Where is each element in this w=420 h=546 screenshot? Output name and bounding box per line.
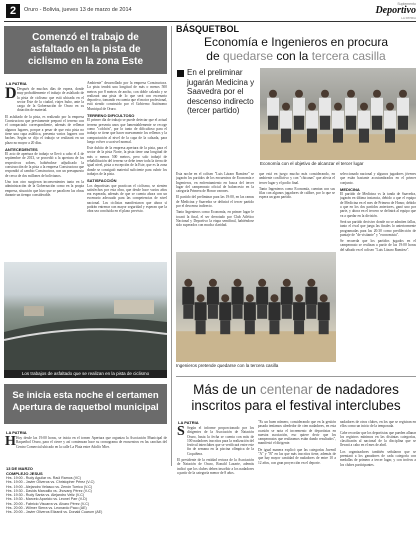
article-col-a [176, 172, 254, 256]
article-title-bar: Comenzó el trabajo de asfaltado en la pista de ciclismo en la zona Este [4, 26, 167, 74]
paragraph: El acto de apertura de trabajo se llevó a cabo el 4 de septiembre de 2013, se procedió a la apertura de los respectivos sobres, habiéndose adjudicado la construcción de la pista a la empresa Constructora que respondió al cambio Constructora, con un presupuesto de cerca de dos millones de bolivianos. [5, 152, 84, 178]
paragraph: Se recuerda que los partidos jugados en el campeonato se realizan a partir de las 19:00 horas del sábado en el coliseo "Luis Lázaro Ramírez". [340, 239, 416, 252]
drop-cap: H [5, 434, 16, 449]
paragraph: Será un partido decisivo donde no se admiten fallas, tanto el rival que juega las finales lo anteriormente programadas para las 20:30 como predilección de puntaje de "de visitante" y "economista". [340, 219, 416, 237]
player-figure [397, 90, 409, 130]
drop-cap: S [177, 424, 185, 439]
paragraph: El asfaltado de la pista, es realizado por la empresa Constructora que previamente preparó el terreno con el compactado correspondiente, además de rellenar algunos lugares, porque a pesar de que esta pista no tiene una capa asfáltica, presenta varios lugares con baches. Según se dijo el trabajo se realizará en un plazo no mayor a 20 días. [5, 114, 84, 145]
brand-sub: LA PATRIA [401, 16, 416, 20]
fixture-row: Hrs. 19:30 - Davids Marcaillo vs. Jhovany Pérez (V-C) [6, 488, 92, 493]
fixture-subtitle: COMPLEJO JESUS [6, 471, 43, 476]
ingenieros-team-photo [176, 252, 336, 362]
article-headline [176, 35, 416, 63]
player-figure [267, 90, 279, 130]
paragraph: Los deportistas que practican el ciclismo, se sienten satisfechos por esta obra, que desde hace varios años era esperada, además de que se cuenta ahora con un escenario adecuado para las competencias de nivel nacional. Los ciclistas manifestaron que ahora sí podrán entrenar con mayor seguridad y esperan que la obra sea concluida en el plazo previsto. [87, 183, 167, 214]
article-col-1 [177, 426, 254, 544]
player-figure [318, 294, 330, 334]
fixture-row: Hrs. 19:00 - Alejandro Velasco vs. Zenón Torrico (V-C) [6, 484, 93, 489]
section-kicker: BÁSQUETBOL [176, 24, 239, 34]
player-figure [281, 279, 293, 319]
paragraph: El primer día de trabajo se puede detectar que el actual terreno presenta unos que lamentablemente se recoge como "colchón", por lo tanto de dificultoso para el trabajo se tiene que hacer nuevamente los rellenos y la compactación al nivel de la capa de la calzada, para luego volver a su nivel normal. [87, 118, 167, 144]
paragraph: Cabe recordar que los deportistas que pueden allanar los registros mínimos en las distintas categorías, clasificarán al nacional de la disciplina que se llevará a cabo en el mes de abril. [340, 430, 416, 448]
headline-line-1: Economía e Ingenieros en procura [203, 35, 389, 49]
article-col-c [340, 172, 416, 368]
brand-name: Deportivo [375, 5, 416, 16]
subhead: ANTECEDENTES [5, 146, 38, 152]
article-title-bar: Se inicia esta noche el certamen Apertura de raquetbol municipal [4, 384, 167, 424]
article-headline [176, 382, 416, 414]
article-col-2 [87, 81, 167, 261]
subhead: TERRENO DIFICULTOSO [87, 113, 135, 119]
fixture-title: 13 DE MARZO [6, 466, 33, 471]
article-col-2 [258, 420, 336, 544]
economia-team-photo [260, 68, 416, 160]
player-figure [306, 103, 318, 143]
paragraph: seleccionado nacional y algunos jugadores jóvenes que están bastante acostumbrados en el primer conjunto. [340, 172, 416, 185]
player-figure [293, 294, 305, 334]
player-figure [207, 279, 219, 319]
paragraph: Ambiente" desarrollado por la empresa Constructora. La pista tendrá una longitud de más o menos 500 metros por 8 metros de ancho, con doble calzada y se realizará una pista de lo que será con escenario deportivo, tomando en cuenta que el motor profesional, está siendo construido por el Gobierno Autónomo Municipal de Oruro. [87, 81, 167, 111]
fixture-rows [6, 476, 166, 515]
fixture-row: Hrs. 19:00 - Javier Oliveros vs. Christopher Pérez (V-C) [6, 480, 95, 485]
article-col-3 [340, 420, 416, 544]
headline-line-1 [176, 382, 416, 398]
player-figure [182, 279, 194, 319]
byline: LA PATRIA [178, 420, 199, 425]
player-figure [371, 90, 383, 130]
brand-logo [356, 2, 416, 20]
court-floor [176, 331, 336, 362]
fixture-row: Hrs. 20:00 - Wilmer Sierra vs. Leonardo Paco (AE) [6, 506, 87, 511]
paragraph: Según el informe proporcionado por los dirigentes de la Asociación de Natación Oruro, hasta la fecha se cuenta con más de 100 nadadores inscritos para la realización del festival interclubes que se verificará entre este fin de semana en la piscina olímpica de la Coquiñera. [187, 426, 254, 456]
lead-bullet-icon [177, 70, 184, 77]
paragraph: Esta noche en el coliseo "Luis Lázaro Ramírez" se jugarán los partidos de los encuentros de Economía e Ingenieros, en enfrentamiento en busca del tercer lugar del campeonato oficial de baloncesto en la categoría Primera de Honor varones. [176, 172, 254, 194]
brand-section: Suplemento [397, 2, 416, 6]
paragraph: De igual manera explicó que las categorías Juvenil "A" y "B" en las que más inscritos tiene, además de que hay mayor cantidad de nadadores de entre 10 a 12 años, con gran proyección en el deporte. [258, 447, 336, 465]
header-rule [4, 21, 416, 22]
team-illustration [260, 68, 416, 160]
fixture-row: Hrs. 19:30 - Rudy Santa vs. Alejandro Veliz (V-C) [6, 493, 85, 498]
headline-text: de nadadores [312, 382, 399, 397]
player-figure [305, 279, 317, 319]
player-figure [244, 294, 256, 334]
cycling-track-photo [4, 262, 167, 370]
dateline: Oruro - Bolivia, jueves 13 de marzo de 2014 [24, 7, 132, 13]
article-body: Hoy desde las 19:00 horas, se inicia en el torneo Apertura que organiza la Asociación Municipal de Raquetbol Oruro, para el cierre y así comienzan hace su cronograma de encuentros en las canchas del Centro Comercial ubicado en la calle La Plata entre Adolfo Mier. [16, 436, 167, 449]
byline: LA PATRIA [6, 430, 27, 435]
subhead: SATISFACCIÓN [87, 178, 117, 184]
paragraph: Tanto Ingenieros como Economía, cuentan con sus filas con algunos jugadores de calibre, por lo que se espera un gran partido. [259, 186, 335, 200]
headline-highlight: tercera casilla [311, 49, 386, 63]
paragraph: "Es un buen número, considerando que en la gestión pasada teníamos alrededor de cien nadadores, en esta ocasión se nota el incremento de deportistas en nuestra asociación, eso quiere decir que los campeonatos que realizamos están dando resultados", manifestó el dirigente. [258, 420, 336, 446]
track-illustration [4, 262, 167, 370]
column-divider [171, 26, 172, 466]
headline-text: Más de un [193, 382, 260, 397]
player-figure [332, 103, 344, 143]
player-figure [280, 103, 292, 143]
paragraph: Este dubito de la empresa apertura de la pista, para el sector de la pista Norte, la pista tiene una longitud de más o menos 500 metros, pero solo trabajó de rehabilitación del terreno se debe tener toda la tierra de igual nivel, pista a excepción de la Este, que es la zona donde se consiguió material suficiente para cubrir los trabajos de la pista. [87, 146, 167, 176]
paragraph: Tanto Ingenieros como Economía, en primer lugar le tocará la final, el ser derrotado por Club Atlético Nacional y Deportivo la etapa semifinal, habiéndose sido superados con mucha claridad. [176, 210, 254, 228]
section-divider [176, 376, 416, 377]
fixture-row: Hrs. 19:00 - Rudy Aguilar vs. Raúl Ramos (VC) [6, 476, 81, 480]
article-col-1 [5, 87, 84, 261]
player-figure [358, 103, 370, 143]
player-figure [219, 294, 231, 334]
player-figure [384, 103, 396, 143]
drop-cap: D [5, 85, 17, 102]
paragraph: Después de muchos días de espera, donde muy probablemente el trabajo de asfaltado de la pista de ciclismo que está ubicada en el sector Este de la ciudad, viajes hubo, ante la carga de la Gobernación de Oruro en su dotación de material. [17, 87, 84, 113]
article-col-b [259, 172, 335, 234]
photo-caption: Los trabajos de asfaltado que se realizan en la pista de ciclismo [4, 370, 167, 378]
headline-line-2 [176, 49, 416, 63]
player-figure [293, 90, 305, 130]
fixture-list [6, 466, 166, 515]
fixture-row: Hrs. 20:00 - Javier Oliveros Elizardi vs. Donald Cuarum (AE) [6, 510, 103, 515]
page-number-box: 2 [6, 4, 20, 18]
photo-caption: Ingenieros pretende quedarse con la tercera casilla [176, 363, 279, 368]
paragraph: El presidente de la entidad rectora de la Asociación de Natación de Oruro, Ronald Lazarte, además indicó que los clubes deben inscribir a los nadadores a partir de la categoría menor de 8 años. [177, 458, 254, 475]
team-illustration [176, 252, 336, 362]
player-figure [232, 279, 244, 319]
photo-caption: Economía con el objetivo de alcanzar el tercer lugar [260, 161, 364, 166]
subhead: MEDICINA [340, 186, 360, 192]
paragraph: nadadores de otros clubes, en los que se registran en ellos como un inicio de la temporada. [340, 420, 416, 429]
lead-text: En el preliminar jugarán Medicina y Saavedra por el descenso indirecto (tercer partido) [187, 68, 255, 115]
paragraph: El partido de Medicina vs la tanda de Saavedra, jugarán en última instancia, debido a que el equipo de Medicina en el mes de Primera de Honor, debido a que en los dos partidos anteriores, ganó uno por parte, y ahora en el tercero se definirá al equipo que va a quedar en la división. [340, 192, 416, 218]
player-figure [195, 294, 207, 334]
paragraph: que está en juego mucho más considerando, en ambiente conflictivo y con "chicanas" que afecta el tercer lugar y el podio final. [259, 172, 335, 185]
player-figure [345, 90, 357, 130]
paragraph: Los organizadores también señalaron que se premiará a los ganadores de cada categoría con medallas de primero a tercer lugar, y con trofeos a los clubes participantes. [340, 449, 416, 467]
player-figure [268, 294, 280, 334]
paragraph: Uno tras otro surgieron inconvenientes tanto en la administración de la Gobernación como en la propia empresa, situación que hizo que se paralicen las obras durante un tiempo considerable. [5, 179, 84, 197]
player-figure [256, 279, 268, 319]
headline-text: de [206, 49, 223, 63]
byline: LA PATRIA [6, 81, 27, 86]
fixture-row: Hrs. 20:00 - Fabricio Viscarra vs. Alvaro Pérez (V-C) [6, 501, 90, 506]
paragraph: El partido del preliminar para las 19:00, en las ramas de Medicina y Saavedra se definirá el tercer partido por el descenso indirecto. [176, 195, 254, 209]
headline-highlight: quedarse [222, 49, 273, 63]
fixture-row: Hrs. 19:30 - Marcelo Aparicio vs. Leonel Parr (V-D) [6, 497, 87, 502]
player-figure [319, 90, 331, 130]
headline-line-2: inscritos para el festival interclubes [191, 398, 401, 413]
headline-highlight: centenar [259, 382, 313, 397]
headline-text: con la [273, 49, 312, 63]
